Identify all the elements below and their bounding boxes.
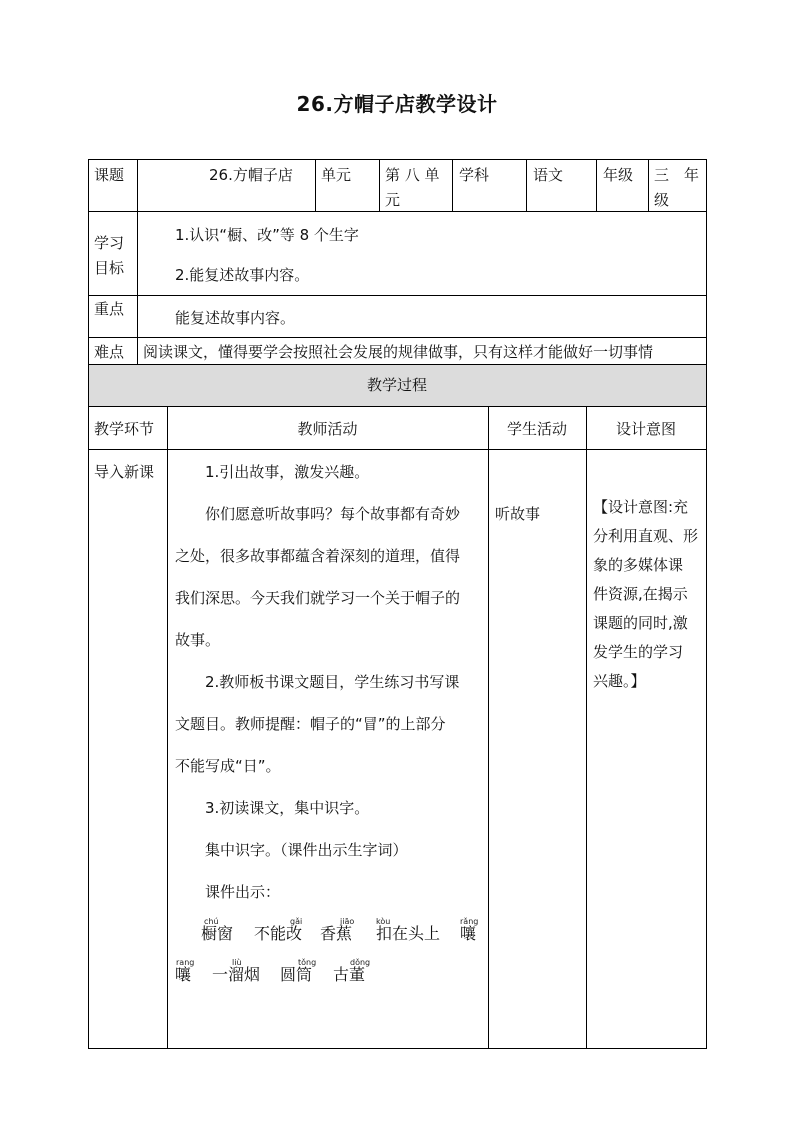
pinyin: liù: [232, 958, 242, 967]
difficulty-label: 难点: [94, 343, 125, 361]
table-line: [88, 295, 707, 296]
grade-value: 三 年: [654, 166, 700, 184]
design-intent: [593, 493, 703, 696]
teacher-paragraph: 不能写成“日”。: [175, 757, 281, 775]
teacher-paragraph: 文题目。教师提醒：帽子的“冒”的上部分: [175, 715, 446, 733]
key-point-label: 重点: [94, 300, 125, 318]
teacher-paragraph: 我们深思。今天我们就学习一个关于帽子的: [175, 589, 461, 607]
column-header-teacher: 教师活动: [297, 420, 358, 438]
teacher-activity: [175, 451, 483, 913]
table-line: [88, 159, 707, 160]
subject-label: 学科: [459, 166, 490, 184]
key-point-text: 能复述故事内容。: [175, 309, 296, 327]
table-line: [648, 159, 649, 212]
pinyin: gǎi: [290, 917, 303, 926]
vocab-word: 古董: [333, 965, 366, 984]
intent-line: 【设计意图:充: [593, 498, 689, 516]
unit-value: 元: [385, 191, 401, 209]
table-line: [596, 159, 597, 212]
pinyin: rǎng: [460, 917, 479, 926]
table-line: [88, 364, 707, 365]
vocab-word: 圆筒: [280, 965, 313, 984]
table-line: [88, 211, 707, 212]
page-title: 26.方帽子店教学设计: [296, 92, 498, 116]
teacher-paragraph: 3.初读课文，集中识字。: [205, 799, 370, 817]
pinyin: dǒng: [350, 958, 371, 967]
table-line: [88, 449, 707, 450]
student-activity: 听故事: [495, 505, 541, 523]
goals-label: 学习: [94, 234, 125, 252]
subject-value: 语文: [533, 166, 564, 184]
lesson-label: 课题: [94, 166, 125, 184]
table-line: [452, 159, 453, 212]
goals-label: 目标: [94, 259, 125, 277]
pinyin: jiāo: [340, 917, 355, 926]
pinyin: tǒng: [298, 958, 317, 967]
column-header-student: 学生活动: [506, 420, 567, 438]
table-line: [488, 406, 489, 1049]
teacher-paragraph: 故事。: [175, 631, 221, 649]
unit-label: 单元: [321, 166, 352, 184]
table-line: [379, 159, 380, 212]
grade-label: 年级: [603, 166, 634, 184]
table-line: [88, 159, 89, 1049]
teacher-paragraph: 你们愿意听故事吗？每个故事都有奇妙: [205, 505, 461, 523]
table-line: [88, 337, 707, 338]
process-header: 教学过程: [366, 376, 427, 394]
intent-line: 课题的同时,激: [593, 614, 688, 632]
unit-value: 第 八 单: [385, 166, 440, 184]
table-line: [137, 159, 138, 365]
intent-line: 发学生的学习: [593, 643, 684, 661]
intent-line: 象的多媒体课: [593, 556, 684, 574]
vocab-word: 嚷: [460, 924, 477, 943]
goal-item: 2.能复述故事内容。: [175, 266, 310, 284]
teacher-paragraph: 2.教师板书课文题目，学生练习书写课: [205, 673, 460, 691]
vocab-word: 嚷: [175, 965, 192, 984]
vocab-word: 一溜烟: [212, 965, 261, 984]
teacher-paragraph: 之处，很多故事都蕴含着深刻的道理，值得: [175, 547, 461, 565]
difficulty-text: 阅读课文，懂得要学会按照社会发展的规律做事，只有这样才能做好一切事情: [143, 343, 654, 361]
teacher-paragraph: 集中识字。（课件出示生字词）: [205, 841, 408, 859]
vocab-word: 橱窗: [201, 924, 234, 943]
table-line: [88, 1048, 707, 1049]
pinyin: rang: [176, 958, 195, 967]
teacher-paragraph: 课件出示：: [205, 883, 281, 901]
column-header-stage: 教学环节: [94, 420, 155, 438]
vocab-word: 扣在头上: [376, 924, 441, 943]
table-line: [315, 159, 316, 212]
table-line: [526, 159, 527, 212]
goal-item: 1.认识“橱、改”等 8 个生字: [175, 226, 359, 244]
column-header-intent: 设计意图: [615, 420, 676, 438]
table-line: [586, 406, 587, 1049]
intent-line: 兴趣。】: [593, 672, 646, 690]
pinyin: chú: [204, 917, 219, 926]
vocab-word: 香蕉: [320, 924, 353, 943]
table-line: [167, 406, 168, 1049]
lesson-value: 26.方帽子店: [209, 166, 293, 184]
table-line: [706, 159, 707, 1049]
intent-line: 件资源,在揭示: [593, 585, 688, 603]
pinyin: kòu: [376, 917, 391, 926]
vocab-word: 不能改: [254, 924, 303, 943]
teacher-paragraph: 1.引出故事，激发兴趣。: [205, 463, 370, 481]
intent-line: 分利用直观、形: [593, 527, 699, 545]
stage-label: 导入新课: [94, 463, 155, 481]
table-line: [88, 406, 707, 407]
grade-value: 级: [654, 191, 670, 209]
